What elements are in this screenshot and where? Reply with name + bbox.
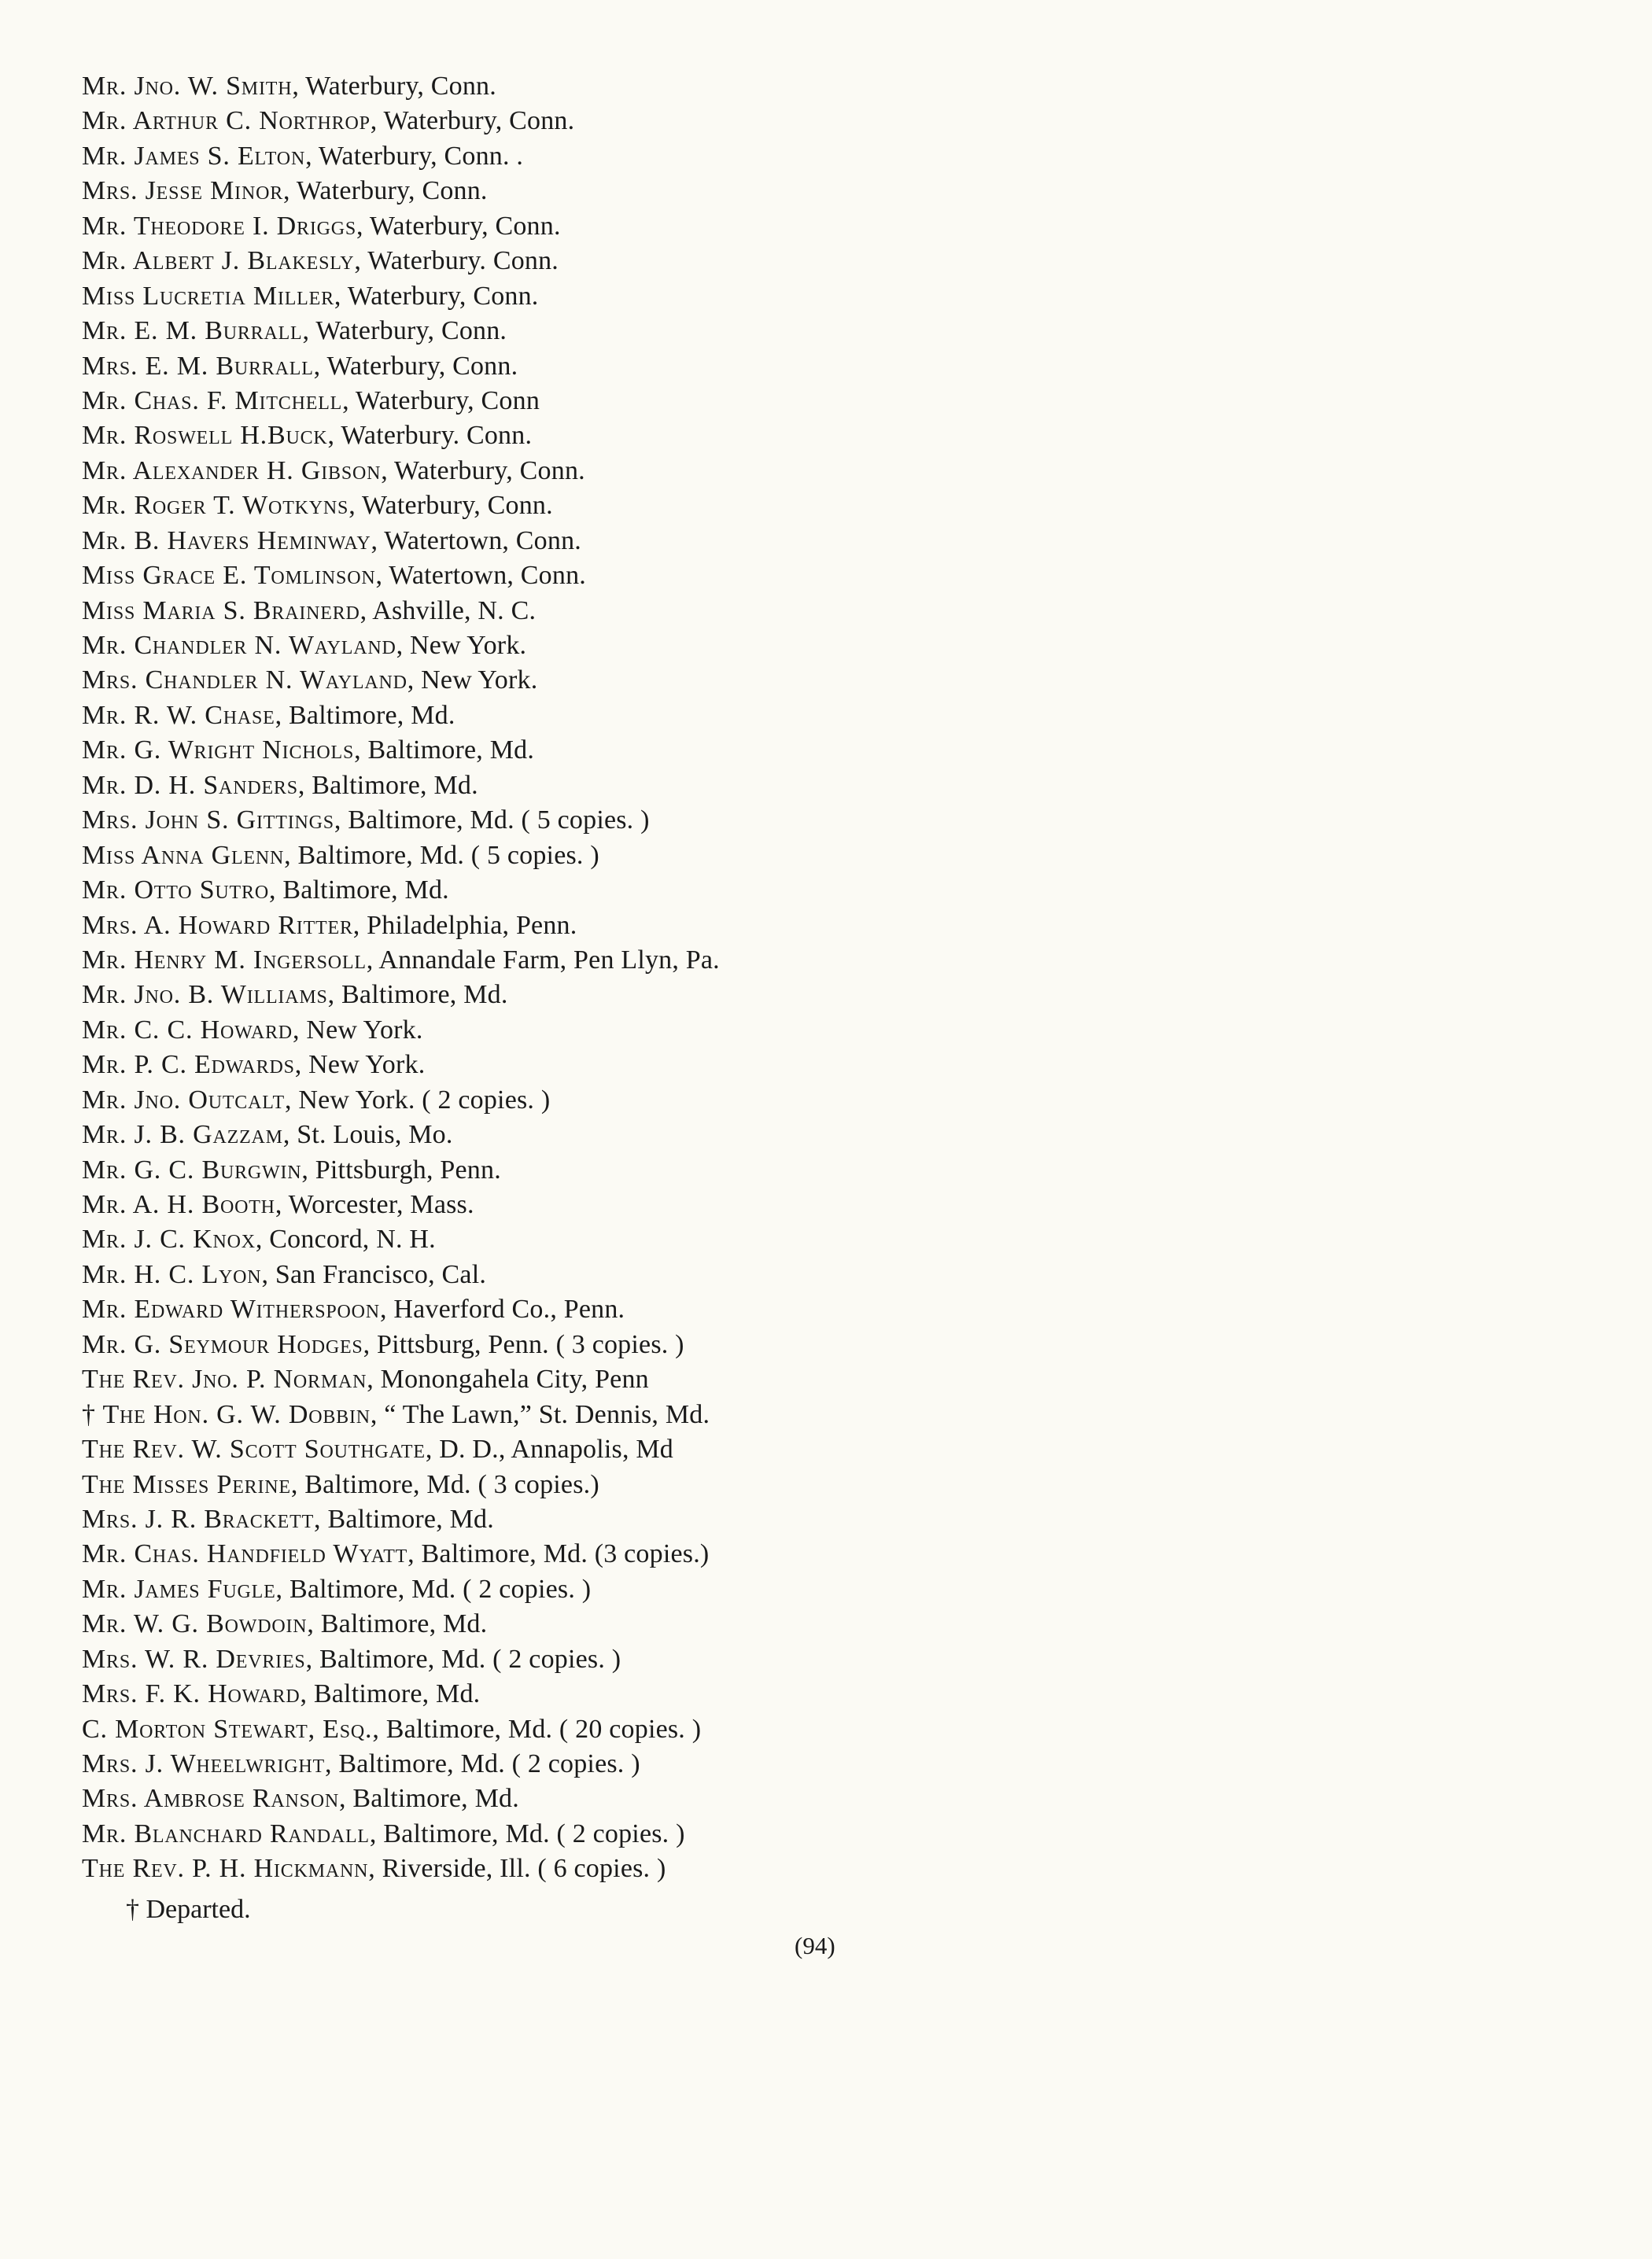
subscriber-name: Mr. B. Havers Heminway (82, 525, 371, 555)
subscriber-entry (82, 1572, 1592, 1607)
subscriber-name: Mrs. Jesse Minor (82, 176, 284, 206)
subscriber-entry (82, 1852, 1592, 1886)
subscriber-entry (82, 1013, 1592, 1048)
subscriber-entry (82, 1607, 1592, 1642)
subscriber-name: Mrs. J. Wheelwright (82, 1749, 326, 1778)
subscriber-name: Mr. Roswell H.Buck (82, 421, 328, 451)
subscriber-entry (82, 139, 1592, 174)
subscriber-location: , Baltimore, Md. (354, 735, 535, 765)
subscriber-entry (82, 594, 1592, 628)
subscriber-location: , Waterbury, Conn. (381, 455, 585, 485)
subscriber-entry (82, 488, 1592, 523)
subscriber-name: The Rev. W. Scott Southgate (82, 1435, 426, 1465)
subscriber-location: , New York. (396, 631, 527, 660)
subscriber-name: Mrs. F. K. Howard (82, 1679, 301, 1709)
subscriber-entry (82, 1642, 1592, 1677)
subscriber-location: , Watertown, Conn. (371, 525, 581, 555)
subscriber-location: , Waterbury, Conn. . (305, 141, 524, 171)
subscriber-location: , Baltimore, Md. ( 2 copies. ) (305, 1644, 621, 1674)
subscriber-location: , New York. (292, 1015, 423, 1045)
subscriber-name: Mrs. Chandler N. Wayland (82, 665, 407, 695)
subscriber-entry (82, 454, 1592, 488)
subscriber-entry (82, 733, 1592, 768)
subscriber-location: , Baltimore, Md. ( 2 copies. ) (275, 1574, 592, 1604)
subscriber-name: Mrs. John S. Gittings (82, 805, 334, 835)
subscriber-entry (82, 803, 1592, 838)
subscriber-location: , Waterbury, Conn. (370, 106, 575, 136)
subscriber-list (82, 69, 1592, 1887)
subscriber-location: , Watertown, Conn. (375, 561, 586, 591)
subscriber-location: , Baltimore, Md. ( 2 copies. ) (369, 1819, 685, 1848)
subscriber-name: Mr. Chas. Handfield Wyatt (82, 1539, 408, 1569)
subscriber-entry (82, 768, 1592, 803)
subscriber-name: Mr. Arthur C. Northrop (82, 106, 371, 136)
subscriber-entry (82, 1502, 1592, 1537)
subscriber-name: Mr. R. W. Chase (82, 700, 275, 730)
subscriber-entry (82, 1782, 1592, 1816)
subscriber-name: Mrs. J. R. Brackett (82, 1504, 315, 1534)
subscriber-location: , Baltimore, Md. ( 5 copies. ) (334, 805, 650, 835)
subscriber-location: , Haverford Co., Penn. (379, 1295, 625, 1325)
subscriber-location: , Baltimore, Md. ( 5 copies. ) (284, 840, 599, 870)
subscriber-name: Miss Anna Glenn (82, 840, 285, 870)
subscriber-name: Mr. A. H. Booth (82, 1190, 275, 1219)
subscriber-location: , Concord, N. H. (255, 1225, 436, 1255)
subscriber-entry (82, 1362, 1592, 1397)
subscriber-name: Mr. G. Wright Nichols (82, 735, 355, 765)
subscriber-entry (82, 1258, 1592, 1292)
subscriber-name: Mr. W. G. Bowdoin (82, 1609, 308, 1639)
subscriber-name: The Rev. Jno. P. Norman (82, 1365, 367, 1395)
subscriber-name: Mr. Albert J. Blakesly (82, 246, 355, 276)
subscriber-name: Miss Maria S. Brainerd (82, 595, 360, 625)
subscriber-location: , Riverside, Ill. ( 6 copies. ) (368, 1854, 666, 1884)
subscriber-entry (82, 558, 1592, 593)
subscriber-location: , Baltimore, Md. (3 copies.) (407, 1539, 710, 1569)
subscriber-entry (82, 1153, 1592, 1188)
subscriber-location: , D. D., Annapolis, Md (425, 1435, 673, 1465)
subscriber-location: , Baltimore, Md. (300, 1679, 481, 1709)
subscriber-entry (82, 1188, 1592, 1222)
subscriber-entry (82, 873, 1592, 908)
subscriber-entry (82, 418, 1592, 453)
subscriber-name: Mr. G. Seymour Hodges (82, 1329, 363, 1359)
subscriber-entry (82, 943, 1592, 978)
subscriber-location: , New York. ( 2 copies. ) (284, 1085, 551, 1115)
subscriber-location: , Baltimore, Md. ( 3 copies.) (290, 1469, 599, 1499)
subscriber-entry (82, 1083, 1592, 1118)
subscriber-name: Mr. Chas. F. Mitchell (82, 385, 343, 415)
subscriber-location: , Waterbury, Conn. (302, 316, 507, 346)
subscriber-entry (82, 1222, 1592, 1257)
subscriber-name: Mr. E. M. Burrall (82, 316, 303, 346)
subscriber-entry (82, 978, 1592, 1012)
subscriber-name: Mr. P. C. Edwards (82, 1050, 295, 1080)
subscriber-name: Mr. J. C. Knox (82, 1225, 256, 1255)
subscriber-name: Mr. Jno. Outcalt (82, 1085, 285, 1115)
subscriber-location: , Waterbury. Conn. (354, 246, 559, 276)
subscriber-entry (82, 1712, 1592, 1747)
subscriber-entry (82, 174, 1592, 208)
subscriber-entry (82, 628, 1592, 663)
subscriber-location: , St. Louis, Mo. (282, 1120, 453, 1150)
subscriber-location: , New York. (294, 1050, 426, 1080)
subscriber-name: Mr. Jno. W. Smith (82, 72, 293, 101)
subscriber-name: The Misses Perine (82, 1469, 291, 1499)
subscriber-location: , Waterbury, Conn. (313, 351, 518, 381)
subscriber-entry (82, 1328, 1592, 1362)
subscriber-location: , Waterbury, Conn. (356, 211, 561, 241)
subscriber-location: , Baltimore, Md. (314, 1504, 494, 1534)
subscriber-name: Mr. Edward Witherspoon (82, 1295, 380, 1325)
subscriber-name: Miss Lucretia Miller (82, 281, 334, 311)
subscriber-entry (82, 1292, 1592, 1327)
subscriber-location: , Philadelphia, Penn. (352, 910, 577, 940)
subscriber-location: , Baltimore, Md. (307, 1609, 488, 1639)
subscriber-location: , Baltimore, Md. (297, 770, 478, 800)
subscriber-name: Mr. Henry M. Ingersoll (82, 945, 367, 975)
subscriber-entry (82, 209, 1592, 244)
subscriber-location: , Pittsburg, Penn. ( 3 copies. ) (363, 1329, 684, 1359)
subscriber-location: , Waterbury. Conn. (327, 421, 533, 451)
subscriber-location: , Pittsburgh, Penn. (301, 1155, 501, 1185)
subscriber-name: Mr. Blanchard Randall (82, 1819, 370, 1848)
subscriber-entry (82, 524, 1592, 558)
footnote: † Departed. (126, 1895, 251, 1924)
subscriber-entry (82, 349, 1592, 384)
subscriber-location: , Baltimore, Md. (275, 700, 455, 730)
subscriber-entry (82, 1747, 1592, 1782)
subscriber-name: Mr. James Fugle (82, 1574, 276, 1604)
subscriber-location: , Waterbury, Conn. (292, 72, 496, 101)
subscriber-name: C. Morton Stewart, Esq. (82, 1714, 373, 1744)
subscriber-name: Mr. C. C. Howard (82, 1015, 293, 1045)
subscriber-entry (82, 1118, 1592, 1152)
subscriber-name: Mr. J. B. Gazzam (82, 1120, 283, 1150)
subscriber-entry (82, 663, 1592, 698)
subscriber-name: Mrs. Ambrose Ranson (82, 1784, 340, 1814)
subscriber-location: , Baltimore, Md. ( 20 copies. ) (372, 1714, 702, 1744)
subscriber-name: Mr. G. C. Burgwin (82, 1155, 302, 1185)
page-number: (94) (795, 1932, 835, 1959)
subscriber-name: Mr. Chandler N. Wayland (82, 631, 396, 660)
subscriber-location: , Ashville, N. C. (360, 595, 537, 625)
subscriber-name: Mr. Alexander H. Gibson (82, 455, 382, 485)
subscriber-location: , Waterbury, Conn. (283, 176, 488, 206)
subscriber-name: Mr. Theodore I. Driggs (82, 211, 357, 241)
subscriber-entry (82, 104, 1592, 138)
subscriber-location: , Worcester, Mass. (275, 1190, 474, 1219)
subscriber-location: , Baltimore, Md. (268, 875, 449, 905)
subscriber-location: , Annandale Farm, Pen Llyn, Pa. (366, 945, 720, 975)
subscriber-entry (82, 1537, 1592, 1572)
subscriber-name: Mrs. W. R. Devries (82, 1644, 306, 1674)
subscriber-entry (82, 1468, 1592, 1502)
subscriber-entry (82, 1432, 1592, 1467)
subscriber-name: The Rev. P. H. Hickmann (82, 1854, 369, 1884)
subscriber-entry (82, 279, 1592, 314)
subscriber-name: Mr. Jno. B. Williams (82, 980, 328, 1010)
subscriber-location: , Baltimore, Md. ( 2 copies. ) (325, 1749, 640, 1778)
subscriber-name: Mr. Otto Sutro (82, 875, 269, 905)
subscriber-location: , New York. (407, 665, 538, 695)
subscriber-location: , Baltimore, Md. (339, 1784, 519, 1814)
subscriber-entry (82, 1048, 1592, 1082)
subscriber-entry (82, 908, 1592, 943)
subscriber-entry (82, 314, 1592, 348)
subscriber-entry (82, 1398, 1592, 1432)
subscriber-name: Mr. James S. Elton (82, 141, 306, 171)
subscriber-entry (82, 244, 1592, 278)
subscriber-entry (82, 384, 1592, 418)
subscriber-entry (82, 1677, 1592, 1712)
subscriber-name: Mr. Roger T. Wotkyns (82, 491, 349, 521)
subscriber-entry (82, 69, 1592, 104)
subscriber-location: , Waterbury, Conn (342, 385, 540, 415)
subscriber-location: , “ The Lawn,” St. Dennis, Md. (370, 1399, 710, 1429)
subscriber-entry (82, 838, 1592, 873)
subscriber-name: Mrs. A. Howard Ritter (82, 910, 353, 940)
subscriber-entry (82, 1817, 1592, 1852)
subscriber-name: Mrs. E. M. Burrall (82, 351, 314, 381)
subscriber-location: , Waterbury, Conn. (348, 491, 553, 521)
subscriber-location: , San Francisco, Cal. (261, 1259, 487, 1289)
subscriber-name: Mr. H. C. Lyon (82, 1259, 262, 1289)
subscriber-entry (82, 698, 1592, 733)
subscriber-location: , Baltimore, Md. (327, 980, 508, 1010)
subscriber-location: , Waterbury, Conn. (334, 281, 539, 311)
subscriber-name: Mr. D. H. Sanders (82, 770, 298, 800)
subscriber-location: , Monongahela City, Penn (367, 1365, 649, 1395)
subscriber-name: Miss Grace E. Tomlinson (82, 561, 376, 591)
subscriber-name: † The Hon. G. W. Dobbin (82, 1399, 371, 1429)
